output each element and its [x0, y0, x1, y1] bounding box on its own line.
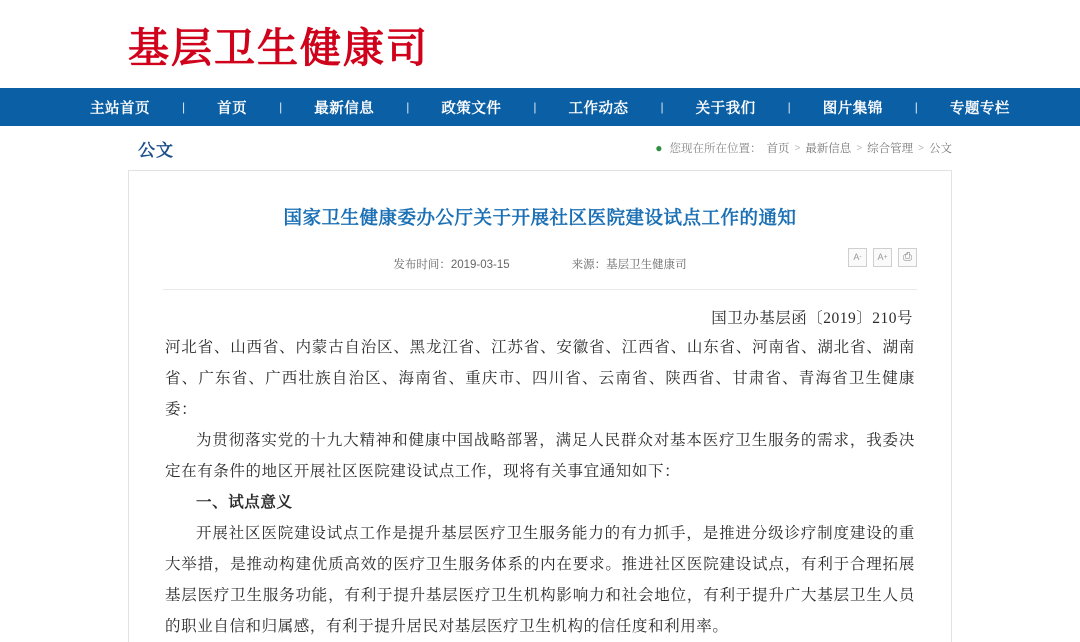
nav-item-news[interactable]: 工作动态 [568, 100, 629, 117]
nav-separator: | [660, 100, 664, 114]
document-section-heading: 一、试点意义 [196, 493, 293, 511]
main-navigation [0, 88, 1080, 126]
document-body [163, 328, 917, 642]
article-title: 国家卫生健康委办公厅关于开展社区医院建设试点工作的通知 [283, 207, 797, 228]
article-meta [163, 232, 917, 272]
document-paragraph: 为贯彻落实党的十九大精神和健康中国战略部署，满足人民群众对基本医疗卫生服务的需求，我委决定在有条件的地区开展社区医院建设试点工作，现将有关事宜通知如下： [165, 431, 915, 480]
location-pin-icon: ● [655, 141, 663, 155]
document-number: 国卫办基层函〔2019〕210号 [711, 309, 913, 327]
article-source: 来源：基层卫生健康司 [571, 258, 687, 271]
nav-item-home[interactable]: 首页 [217, 100, 248, 117]
nav-item-about[interactable]: 关于我们 [695, 100, 756, 117]
breadcrumb-item[interactable]: 最新信息 [805, 143, 852, 155]
nav-separator: | [279, 100, 283, 114]
section-title: 公文 [138, 140, 174, 160]
nav-item-gallery[interactable]: 图片集锦 [822, 100, 883, 117]
nav-item-latest[interactable]: 最新信息 [314, 100, 375, 117]
font-decrease-button[interactable]: A - [848, 248, 867, 267]
nav-separator: | [914, 100, 918, 114]
breadcrumb-prefix: 您现在所在位置： [669, 143, 762, 155]
article-tools [848, 248, 917, 267]
nav-item-policy[interactable]: 政策文件 [441, 100, 502, 117]
breadcrumb-item[interactable]: 公文 [929, 143, 952, 155]
publish-time: 发布时间：2019-03-15 [393, 258, 510, 271]
nav-item-main-home[interactable]: 主站首页 [90, 100, 150, 117]
nav-separator: | [787, 100, 791, 114]
breadcrumb-separator: > [918, 142, 924, 154]
site-header [0, 0, 1080, 88]
nav-separator: | [182, 100, 186, 114]
article-card [128, 170, 952, 642]
nav-separator: | [533, 100, 537, 114]
nav-separator: | [406, 100, 410, 114]
site-logo: 基层卫生健康司 [128, 24, 429, 71]
printer-icon[interactable]: ⎙ [898, 248, 917, 267]
breadcrumb-separator: > [794, 142, 801, 154]
section-bar [0, 126, 1080, 170]
breadcrumb-item[interactable]: 首页 [766, 143, 790, 155]
nav-item-special[interactable]: 专题专栏 [949, 100, 1010, 117]
font-increase-button[interactable]: A + [873, 248, 892, 267]
breadcrumb [655, 140, 952, 156]
content-wrapper [0, 170, 1080, 642]
document-paragraph: 河北省、山西省、内蒙古自治区、黑龙江省、江苏省、安徽省、江西省、山东省、河南省、湖北省、湖南省、广东省、广西壮族自治区、海南省、重庆市、四川省、云南省、陕西省、甘肃省、青海省卫生健康委： [165, 338, 915, 418]
breadcrumb-item[interactable]: 综合管理 [867, 143, 914, 155]
breadcrumb-separator: > [856, 142, 863, 154]
document-paragraph: 开展社区医院建设试点工作是提升基层医疗卫生服务能力的有力抓手，是推进分级诊疗制度建设的重大举措，是推动构建优质高效的医疗卫生服务体系的内在要求。推进社区医院建设试点，有利于合理拓展基层医疗卫生服务功能，有利于提升基层医疗卫生机构影响力和社会地位，有利于提升广大基层卫生人员的职业自信和归属感，有利于提升居民对基层医疗卫生机构的信任度和利用率。 [165, 524, 915, 635]
